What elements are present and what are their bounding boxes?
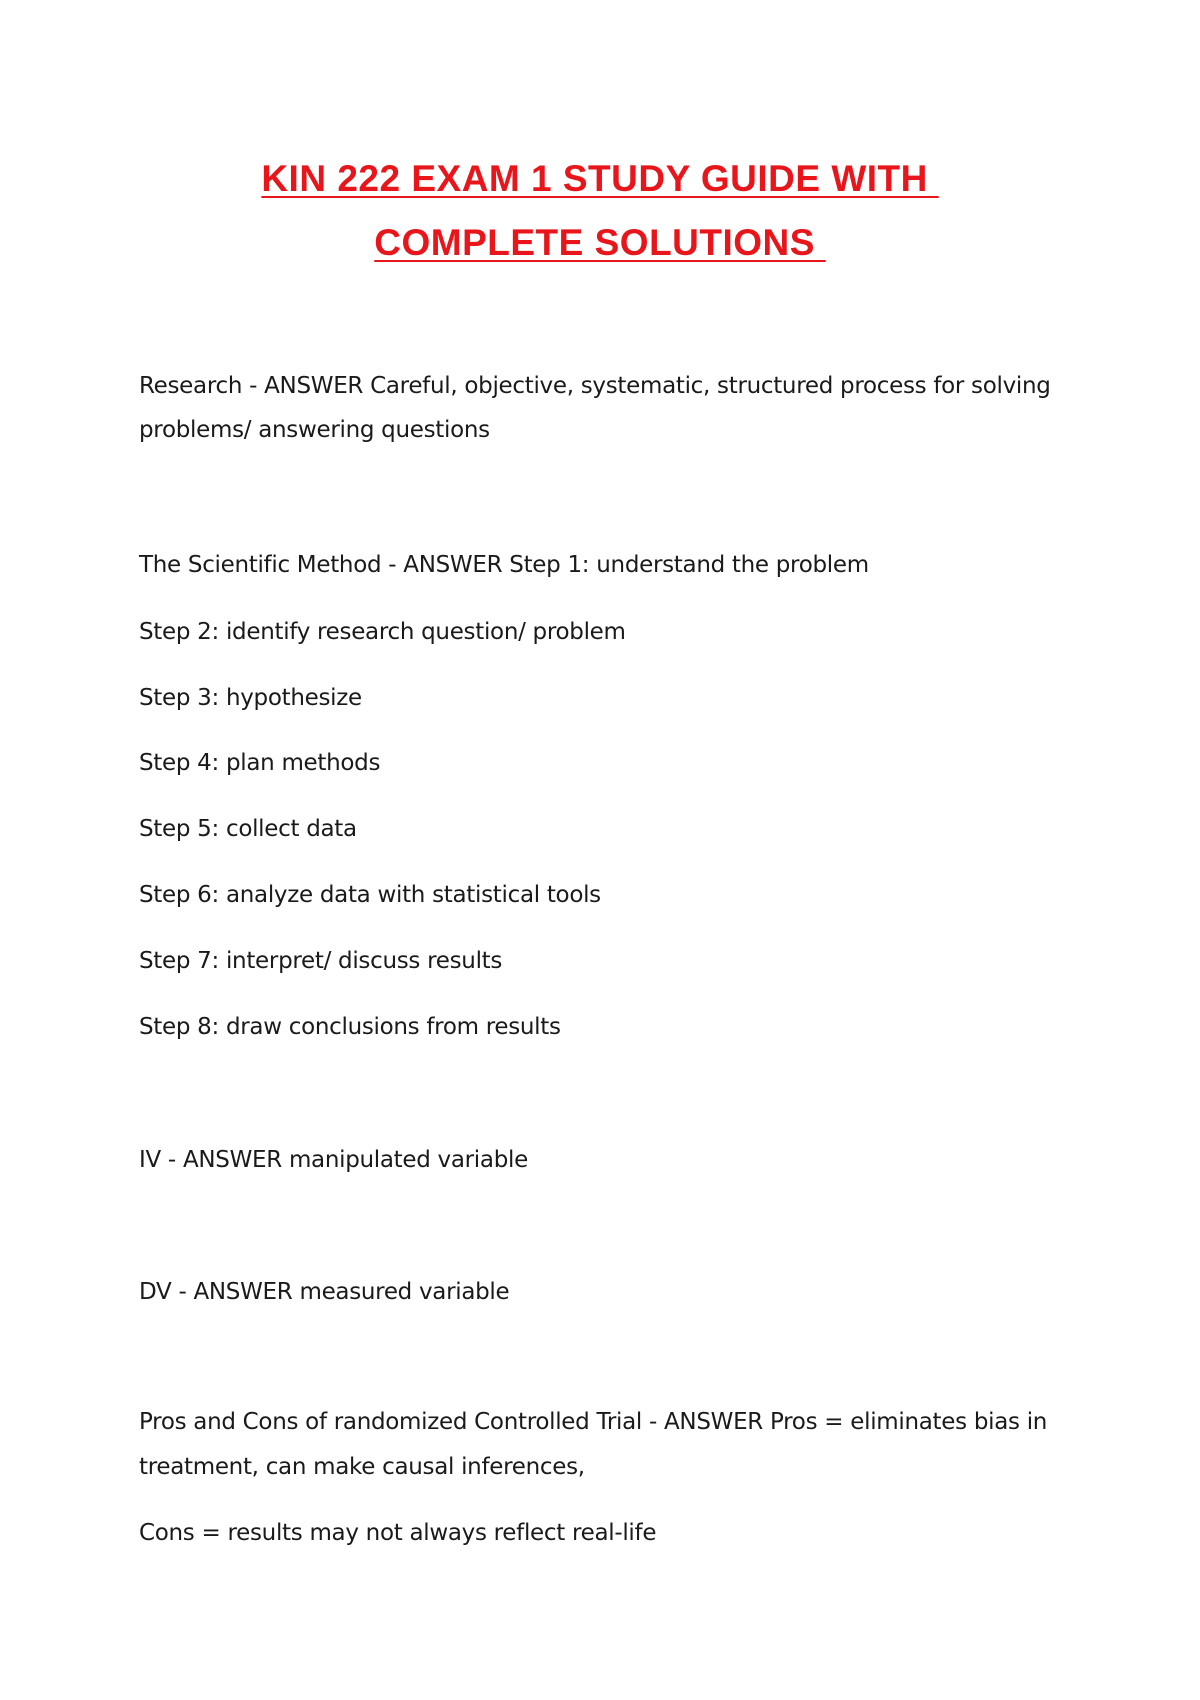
step-6: Step 6: analyze data with statistical tools xyxy=(139,882,601,908)
document-title-line-1: KIN 222 EXAM 1 STUDY GUIDE WITH xyxy=(261,158,939,199)
rct-answer-line-1: Pros and Cons of randomized Controlled Trial - ANSWER Pros = eliminates bias in xyxy=(139,1409,1048,1435)
rct-cons: Cons = results may not always reflect real-life xyxy=(139,1520,657,1546)
step-2: Step 2: identify research question/ problem xyxy=(139,619,626,645)
step-3: Step 3: hypothesize xyxy=(139,685,362,711)
iv-answer: IV - ANSWER manipulated variable xyxy=(139,1147,528,1173)
step-7: Step 7: interpret/ discuss results xyxy=(139,948,503,974)
rct-answer-line-2: treatment, can make causal inferences, xyxy=(139,1454,585,1480)
step-4: Step 4: plan methods xyxy=(139,750,381,776)
research-answer-line-2: problems/ answering questions xyxy=(139,417,490,443)
document-title-line-2: COMPLETE SOLUTIONS xyxy=(374,222,826,263)
step-8: Step 8: draw conclusions from results xyxy=(139,1014,561,1040)
scientific-method-answer: The Scientific Method - ANSWER Step 1: understand the problem xyxy=(139,552,869,578)
step-5: Step 5: collect data xyxy=(139,816,357,842)
research-answer-line-1: Research - ANSWER Careful, objective, systematic, structured process for solving xyxy=(139,373,1051,399)
dv-answer: DV - ANSWER measured variable xyxy=(139,1279,510,1305)
